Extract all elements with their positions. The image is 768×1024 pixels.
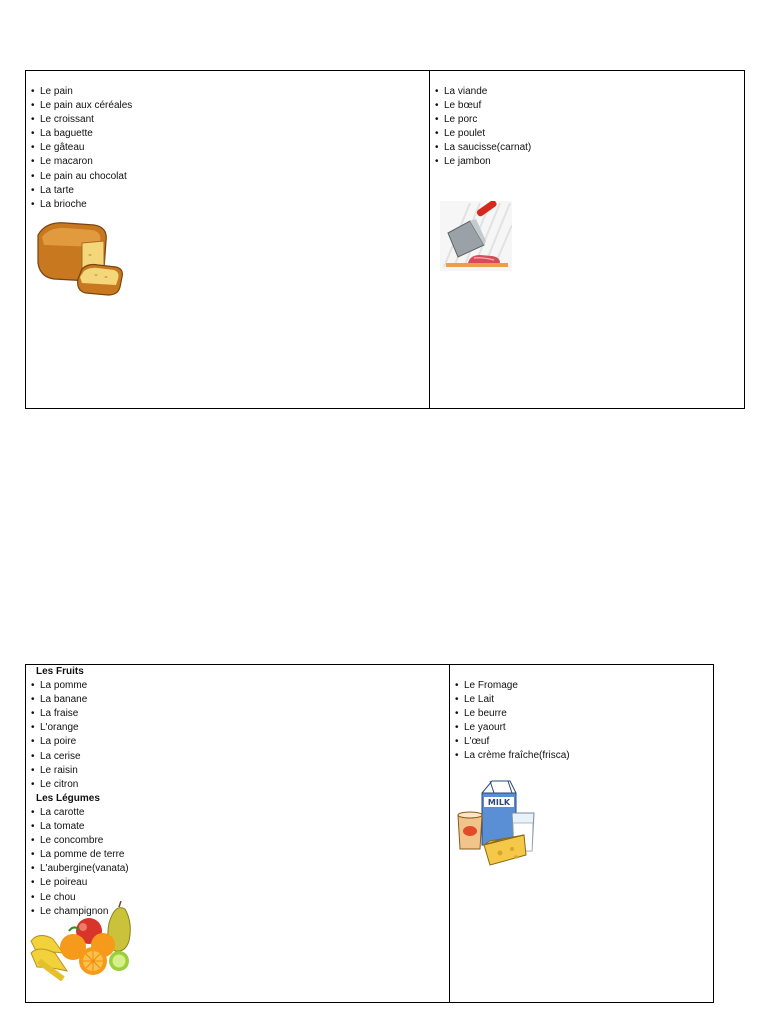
list-item: • La pomme de terre — [26, 848, 449, 862]
bottom-food-table — [25, 664, 714, 1003]
milk-label: MILK — [487, 798, 511, 807]
list-item: • Le macaron — [26, 155, 429, 169]
list-item: • Le poulet — [430, 127, 744, 141]
list-item: • La viande — [430, 85, 744, 99]
list-item: • La brioche — [26, 198, 429, 212]
list-item: • Le porc — [430, 113, 744, 127]
list-item: • La tarte — [26, 184, 429, 198]
list-item: • La carotte — [26, 806, 449, 820]
list-item: • La banane — [26, 693, 449, 707]
list-item: • L'orange — [26, 721, 449, 735]
top-food-table — [25, 70, 745, 409]
cleaver-meat-icon — [440, 201, 512, 271]
dairy-cell — [450, 665, 714, 1003]
list-item: • Le beurre — [450, 707, 713, 721]
list-item: • Le pain aux céréales — [26, 99, 429, 113]
dairy-list — [450, 679, 713, 764]
list-item: • Le poireau — [26, 876, 449, 890]
list-item: • Le pain au chocolat — [26, 170, 429, 184]
list-item: • La tomate — [26, 820, 449, 834]
list-item: • Le concombre — [26, 834, 449, 848]
meat-list — [430, 85, 744, 170]
list-item: • Le croissant — [26, 113, 429, 127]
list-item: • Le yaourt — [450, 721, 713, 735]
list-item: • La crème fraîche(frisca) — [450, 749, 713, 763]
list-item: • Le bœuf — [430, 99, 744, 113]
bakery-cell — [26, 71, 430, 409]
list-item: • Le gâteau — [26, 141, 429, 155]
list-item: • La cerise — [26, 750, 449, 764]
bakery-list — [26, 85, 429, 212]
list-item: • L'œuf — [450, 735, 713, 749]
meat-cell — [430, 71, 745, 409]
list-item: • Le Lait — [450, 693, 713, 707]
fruit-basket-icon — [29, 901, 131, 981]
dairy-products-icon — [454, 779, 540, 871]
list-item: • Le chou — [26, 891, 449, 905]
list-item: • Le pain — [26, 85, 429, 99]
list-item: • La baguette — [26, 127, 429, 141]
vegetables-heading: Les Légumes — [36, 792, 100, 804]
list-item: • La fraise — [26, 707, 449, 721]
bread-loaf-icon — [32, 217, 128, 303]
fruits-list — [26, 679, 449, 792]
fruits-heading: Les Fruits — [36, 666, 84, 677]
list-item: • La saucisse(carnat) — [430, 141, 744, 155]
produce-cell — [26, 665, 450, 1003]
list-item: • Le Fromage — [450, 679, 713, 693]
list-item: • Le citron — [26, 778, 449, 792]
list-item: • Le raisin — [26, 764, 449, 778]
list-item: • La pomme — [26, 679, 449, 693]
list-item: • L'aubergine(vanata) — [26, 862, 449, 876]
list-item: • Le champignon — [26, 905, 449, 919]
list-item: • La poire — [26, 735, 449, 749]
list-item: • Le jambon — [430, 155, 744, 169]
